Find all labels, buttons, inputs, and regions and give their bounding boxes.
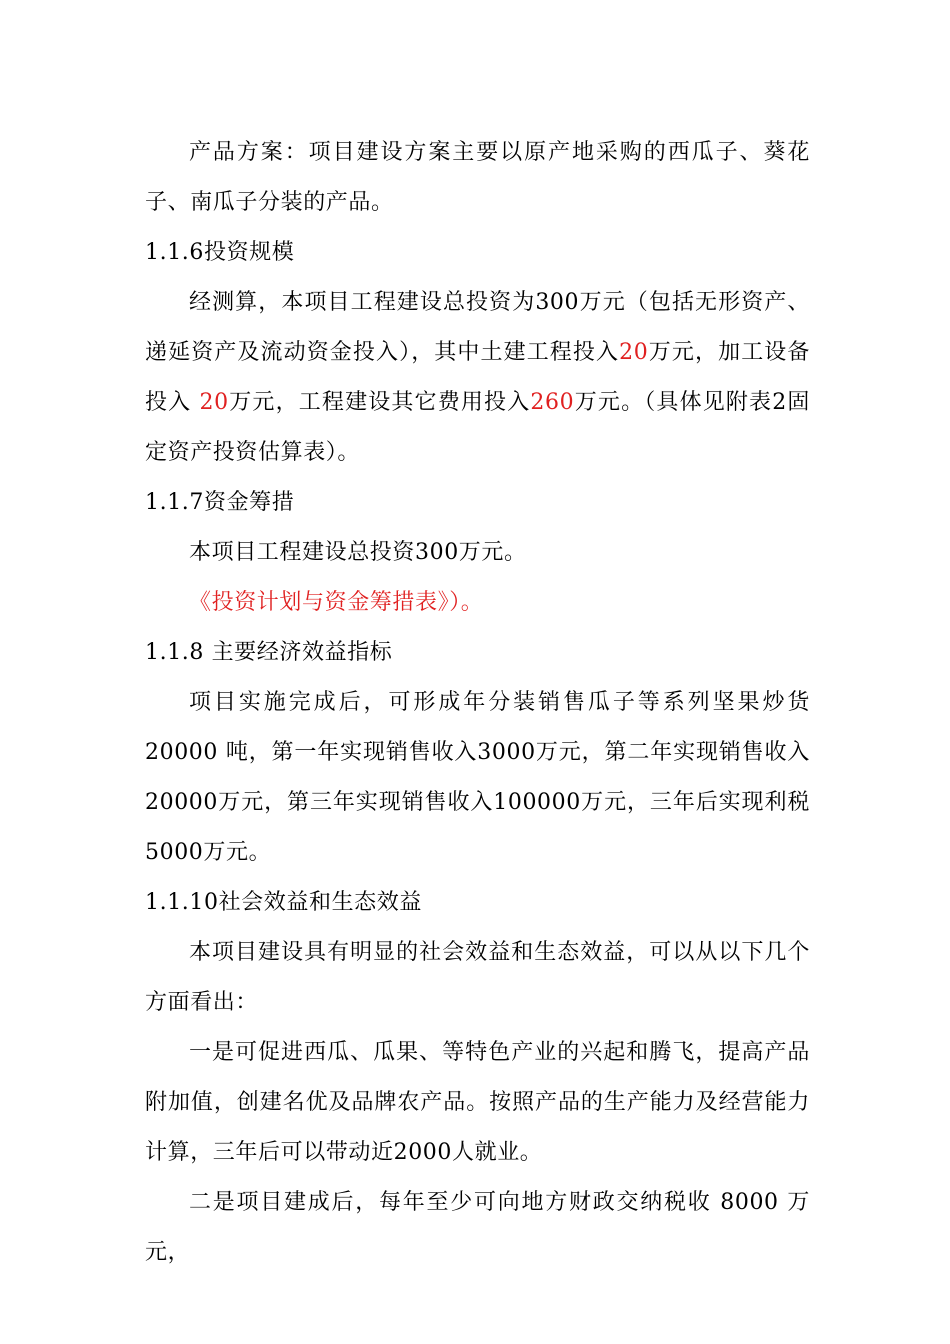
investment-text-d: 万元。（具体见附表2固定资产投资估算表）。 xyxy=(145,390,810,465)
paragraph-social-intro: 本项目建设具有明显的社会效益和生态效益，可以从以下几个方面看出： xyxy=(145,940,810,1015)
heading-economic-indicators: 1.1.8 主要经济效益指标 xyxy=(145,640,393,665)
heading-social-ecological: 1.1.10社会效益和生态效益 xyxy=(145,890,422,915)
paragraph-social-one: 一是可促进西瓜、瓜果、等特色产业的兴起和腾飞，提高产品附加值，创建名优及品牌农产品。按照产品的生产能力及经营能力计算，三年后可以带动近2000人就业。 xyxy=(145,1040,810,1165)
document-body xyxy=(145,128,810,1278)
investment-text-c: 万元，工程建设其它费用投入 xyxy=(228,390,531,415)
paragraph-social-two: 二是项目建成后，每年至少可向地方财政交纳税收 8000 万元， xyxy=(145,1190,810,1265)
investment-text-a: 经测算，本项目工程建设总投资为300万元（包括无形资产、递延资产及流动资金投入），其中土建工程投入 xyxy=(145,290,810,365)
paragraph-funding-table-ref: 《投资计划与资金筹措表》）。 xyxy=(189,590,484,615)
equipment-investment-value: 20 xyxy=(199,390,229,415)
paragraph-investment xyxy=(145,278,810,478)
other-investment-value: 260 xyxy=(530,390,575,415)
paragraph-funding-total: 本项目工程建设总投资300万元。 xyxy=(189,540,527,565)
civil-investment-value: 20 xyxy=(619,340,649,365)
heading-investment-scale: 1.1.6投资规模 xyxy=(145,240,295,265)
paragraph-product-plan: 产品方案：项目建设方案主要以原产地采购的西瓜子、葵花子、南瓜子分装的产品。 xyxy=(145,140,810,215)
investment-text-b: 万元，加工设备投入 xyxy=(145,340,810,415)
paragraph-economic: 项目实施完成后，可形成年分装销售瓜子等系列坚果炒货20000 吨，第一年实现销售收入3000万元，第二年实现销售收入20000万元，第三年实现销售收入100000万元，三年后实现利税5000万元。 xyxy=(145,690,810,865)
heading-funding: 1.1.7资金筹措 xyxy=(145,490,295,515)
